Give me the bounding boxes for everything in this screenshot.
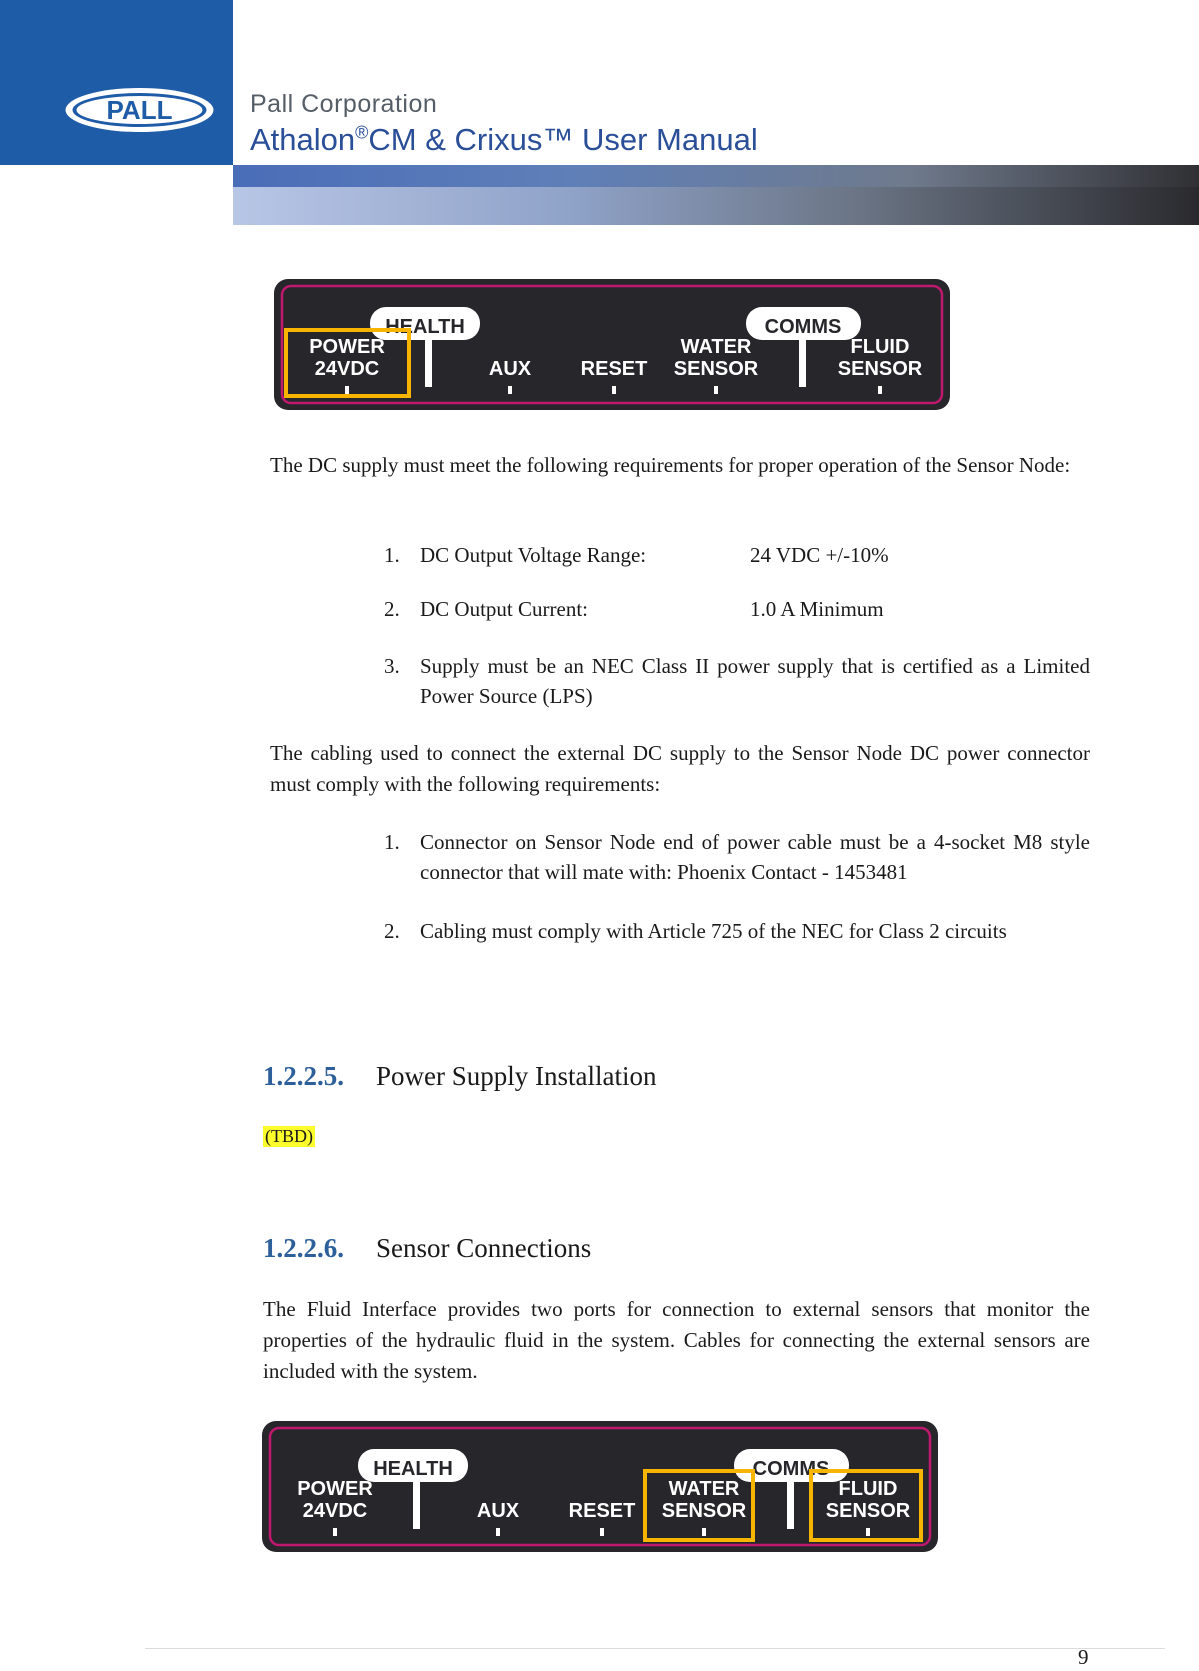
fluid-label-2: SENSOR [837, 358, 923, 380]
fluid-led [878, 386, 882, 394]
reset-led [600, 1528, 604, 1536]
reset-label: RESET [580, 358, 648, 380]
logo-text: PALL [106, 95, 173, 125]
heading-sensor-connections: 1.2.2.6. Sensor Connections [263, 1233, 592, 1263]
cable-intro-paragraph: The cabling used to connect the external DC supply to the Sensor Node DC power connector must comply with the following requirements: [270, 741, 1090, 796]
manual-title: Athalon®CM & Crixus™ User Manual [250, 122, 758, 157]
interface-panel-power [272, 277, 952, 412]
aux-led [508, 386, 512, 394]
water-label-2: SENSOR [661, 1500, 747, 1522]
aux-label: AUX [476, 1500, 520, 1522]
reset-label: RESET [568, 1500, 636, 1522]
fluid-label-2: SENSOR [825, 1500, 911, 1522]
heading-power-supply-installation: 1.2.2.5. Power Supply Installation [263, 1061, 657, 1091]
tbd-placeholder: (TBD) [265, 1126, 313, 1146]
aux-led [496, 1528, 500, 1536]
health-label: HEALTH [385, 316, 465, 338]
pall-logo-block [0, 0, 233, 165]
fluid-label-1: FLUID [838, 1478, 898, 1500]
footer-rule [145, 1648, 1165, 1649]
power-led [345, 386, 349, 394]
reset-led [612, 386, 616, 394]
water-led [714, 386, 718, 394]
page-number: 9 [1078, 1645, 1089, 1669]
water-label-1: WATER [680, 336, 752, 358]
power-label-1: POWER [309, 336, 385, 358]
header-gradient-bar-top [233, 165, 1199, 187]
company-name: Pall Corporation [250, 90, 438, 118]
fluid-led [866, 1528, 870, 1536]
power-label-2: 24VDC [302, 1500, 368, 1522]
comms-label: COMMS [752, 1458, 830, 1480]
power-label-2: 24VDC [314, 358, 380, 380]
water-label-2: SENSOR [673, 358, 759, 380]
power-label-1: POWER [297, 1478, 373, 1500]
comms-label: COMMS [764, 316, 842, 338]
fluid-label-1: FLUID [850, 336, 910, 358]
power-led [333, 1528, 337, 1536]
sensor-paragraph: The Fluid Interface provides two ports for connection to external sensors that monitor the properties of the hydraulic fluid in the system. Cables for connecting the external sensors are included with the system. [263, 1297, 1090, 1383]
water-label-1: WATER [668, 1478, 740, 1500]
health-label: HEALTH [373, 1458, 453, 1480]
pall-logo [62, 85, 217, 135]
interface-panel-sensors [260, 1419, 940, 1554]
water-led [702, 1528, 706, 1536]
dc-intro-paragraph: The DC supply must meet the following requirements for proper operation of the Sensor Node: [270, 453, 1071, 477]
aux-label: AUX [488, 358, 532, 380]
